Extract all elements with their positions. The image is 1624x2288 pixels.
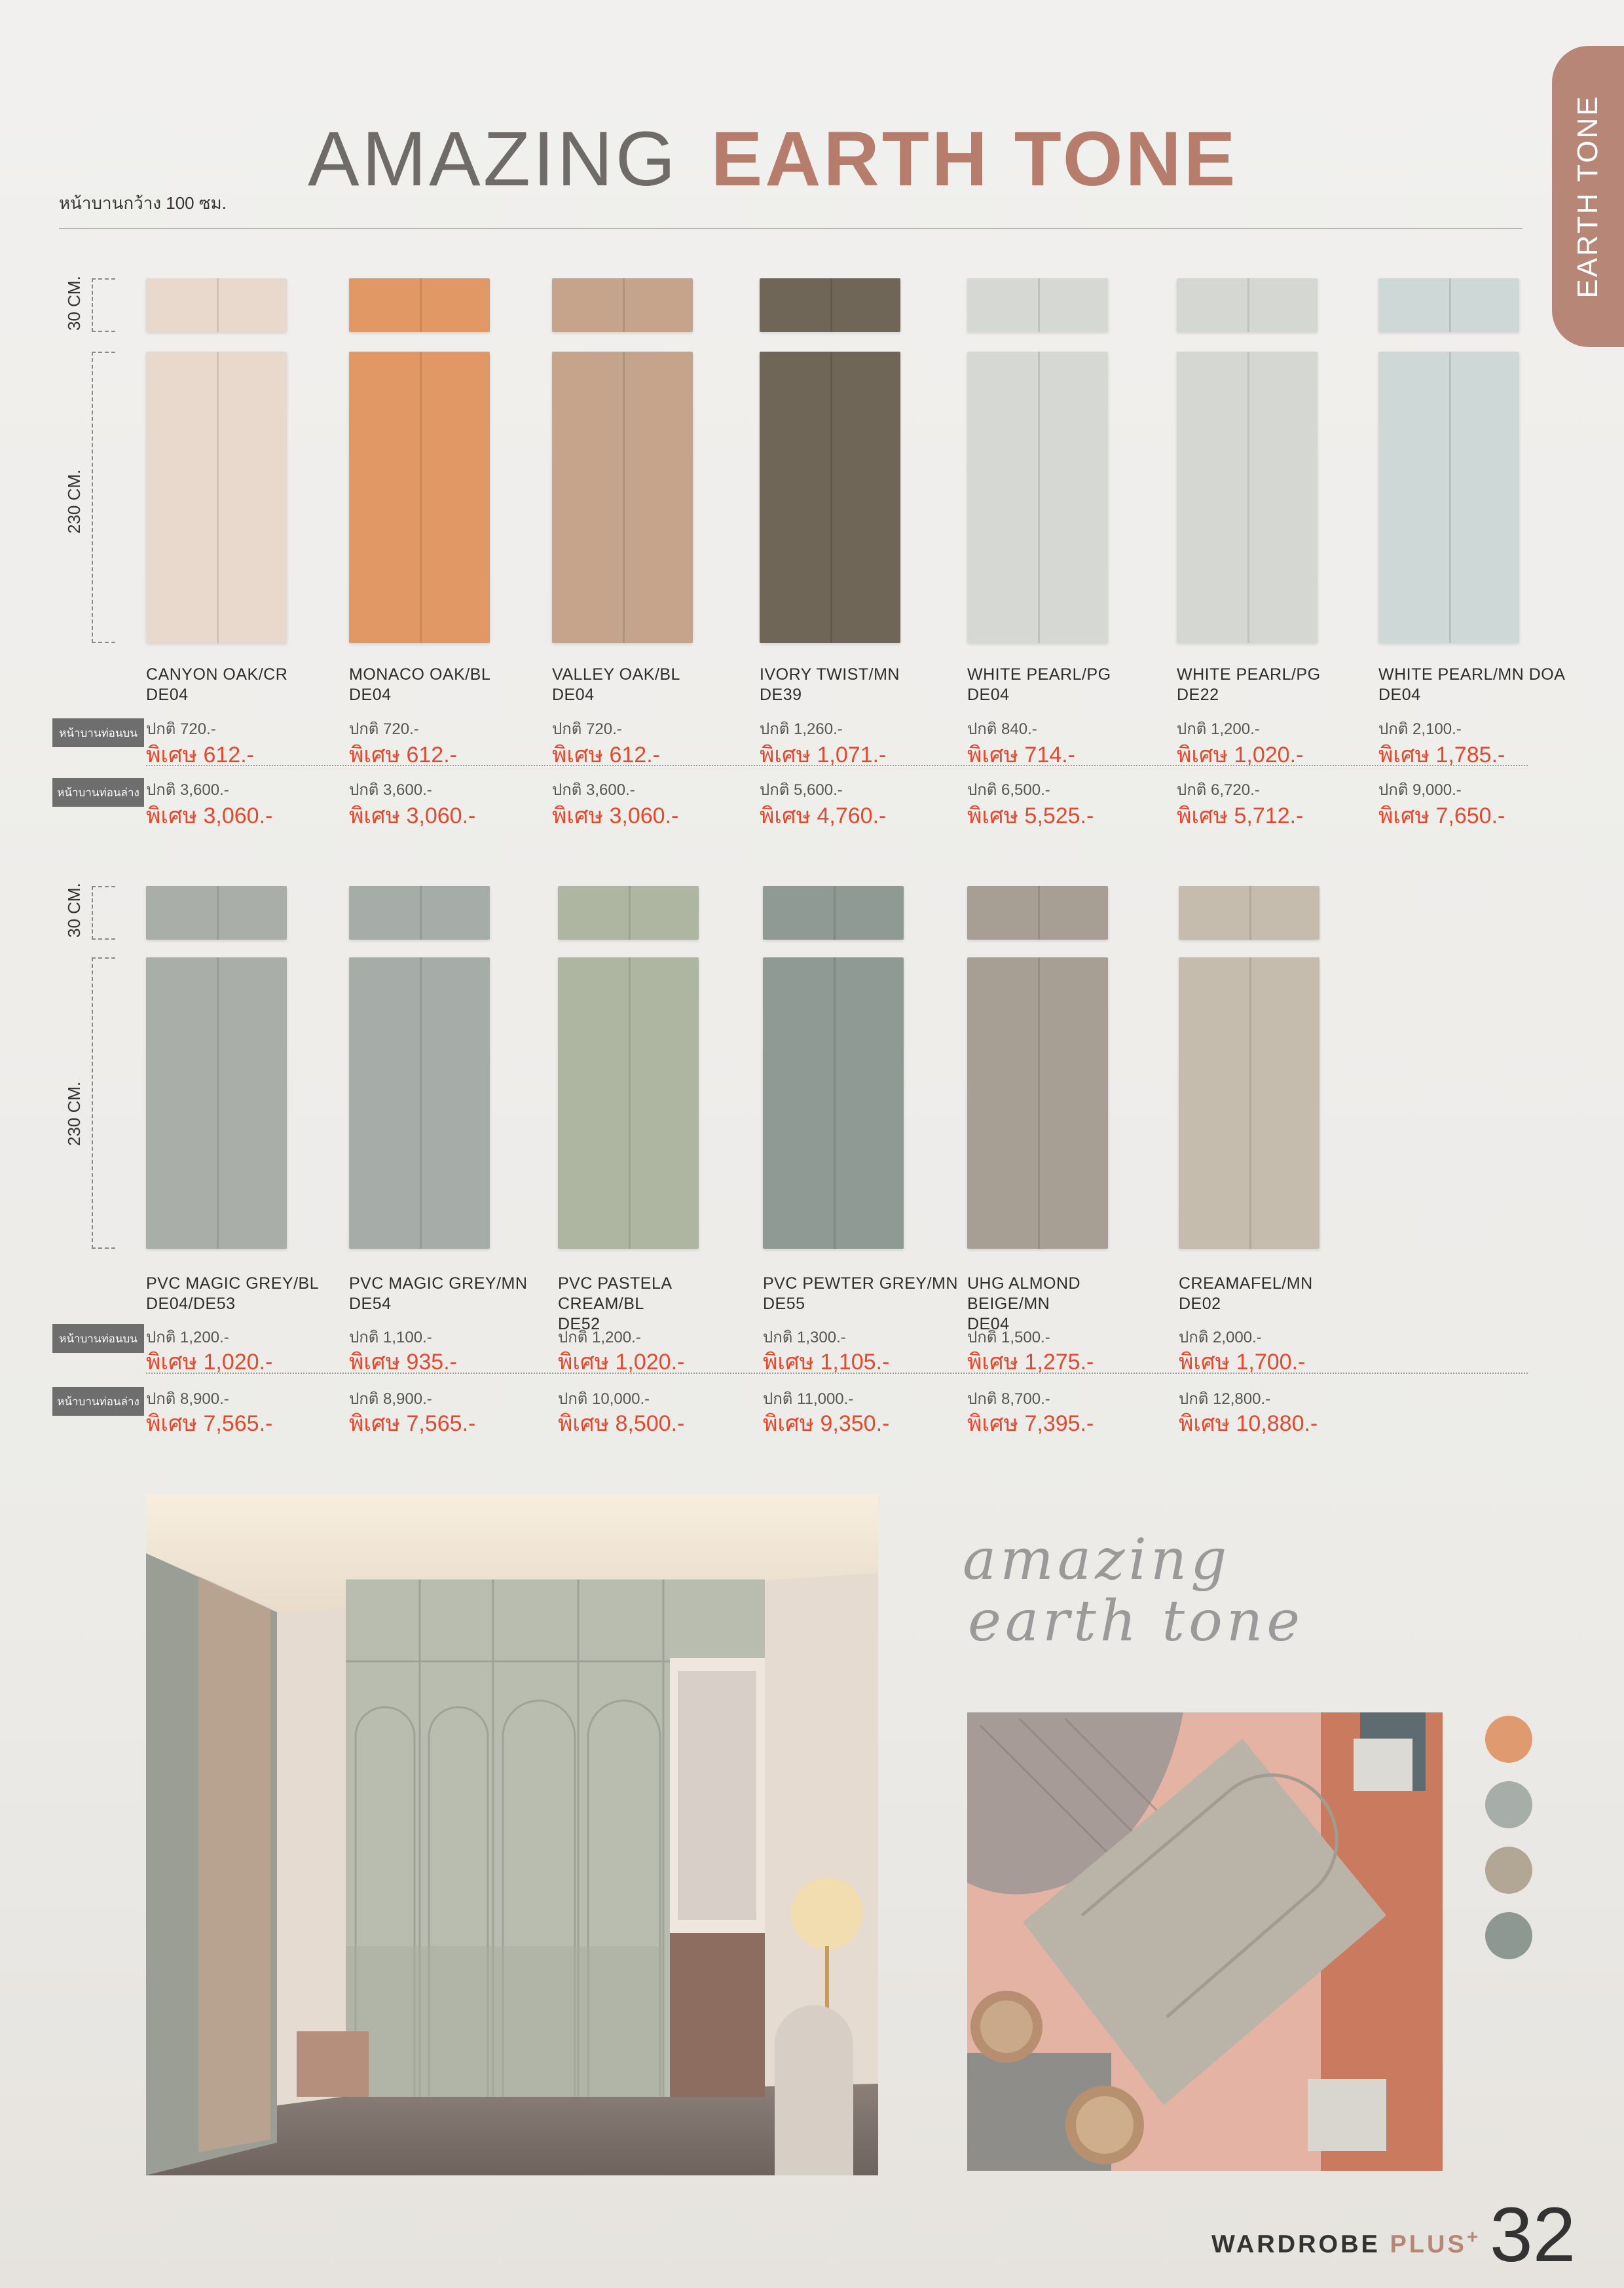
price-value: 714.- [1024,743,1075,767]
dimension-bracket-top [92,886,115,940]
price-value: 612.- [203,743,254,767]
price-lower-special [349,798,475,833]
price-prefix: ปกติ [763,1329,793,1346]
product-name [1179,1274,1375,1314]
price-value: 935.- [406,1350,457,1375]
dimension-label-main: 230 CM. [64,469,84,534]
price-prefix: ปกติ [349,1329,379,1346]
price-value: 1,300.- [797,1329,846,1346]
price-upper-special [1177,737,1303,772]
product-code: DE54 [349,1295,392,1313]
price-lower-special [1179,1405,1318,1441]
product-code: DE04 [967,1315,1010,1333]
product-name [967,665,1164,705]
price-prefix: ปกติ [1177,720,1207,738]
price-prefix: พิเศษ [967,1350,1019,1375]
row-label-upper: หน้าบานท่อนบน [52,718,144,747]
product-code: DE04 [967,686,1010,704]
product-name-line: WHITE PEARL/PG [1177,665,1321,684]
swatch-main-panel [967,352,1108,643]
price-prefix: ปกติ [1179,1390,1209,1408]
price-prefix: พิเศษ [146,1350,198,1375]
product-name-line: VALLEY OAK/BL [552,665,680,684]
swatch-top-panel [760,278,900,332]
price-value: 5,525.- [1024,803,1094,828]
price-prefix: พิเศษ [1177,803,1228,828]
product-name [1378,665,1575,705]
price-value: 1,105.- [820,1350,890,1375]
price-value: 1,260.- [794,720,843,738]
dimension-bracket-top [92,278,115,332]
product-code: DE04 [146,686,189,704]
price-value: 840.- [1001,720,1037,738]
price-value: 1,020.- [615,1350,685,1375]
price-prefix: พิเศษ [146,1411,198,1436]
price-prefix: พิเศษ [760,803,811,828]
price-value: 10,880.- [1236,1411,1318,1436]
swatch-main-panel [349,352,490,643]
swatch-top-panel [558,886,699,940]
product-code: DE55 [763,1295,805,1313]
price-value: 1,785.- [1435,743,1505,767]
price-prefix: พิเศษ [146,743,198,767]
swatch-main-panel [763,957,904,1249]
product-code: DE22 [1177,686,1219,704]
price-value: 3,600.- [383,781,432,799]
product-name [349,1274,545,1314]
price-value: 3,600.- [180,781,229,799]
price-upper-special [146,737,254,772]
price-prefix: ปกติ [1177,781,1207,799]
room-illustration [146,1494,878,2175]
price-value: 8,900.- [383,1390,432,1408]
dimension-label-top: 30 CM. [64,883,84,938]
price-prefix: พิเศษ [763,1350,815,1375]
swatch-main-panel [349,957,490,1249]
swatch-top-panel [1378,278,1519,332]
price-value: 7,395.- [1024,1411,1094,1436]
price-upper-special [552,737,660,772]
swatch-main-panel [967,957,1108,1249]
price-prefix: ปกติ [558,1329,588,1346]
swatch-top-panel [1177,278,1318,332]
product-name [146,1274,342,1314]
swatch-main-panel [1378,352,1519,643]
brand-main: WARDROBE [1211,2230,1380,2259]
price-prefix: พิเศษ [1179,1350,1230,1375]
price-lower-special [146,1405,272,1441]
product-name-line: WHITE PEARL/PG [967,665,1111,684]
price-value: 3,060.- [203,803,273,828]
price-value: 720.- [383,720,419,738]
price-value: 1,200.- [1211,720,1260,738]
material-flatlay-illustration [967,1712,1443,2171]
price-value: 12,800.- [1213,1390,1271,1408]
price-lower-special [967,1405,1094,1441]
price-value: 3,060.- [609,803,679,828]
price-prefix: พิเศษ [1179,1411,1230,1436]
price-prefix: ปกติ [967,781,997,799]
price-value: 1,275.- [1024,1350,1094,1375]
product-code: DE04/DE53 [146,1295,236,1313]
price-value: 1,100.- [383,1329,432,1346]
price-prefix: พิเศษ [349,1411,401,1436]
price-value: 612.- [609,743,660,767]
swatch-main-panel [558,957,699,1249]
swatch-top-panel [146,278,287,332]
price-lower-special [1378,798,1505,833]
page-number: 32 [1490,2192,1576,2278]
price-prefix: พิเศษ [349,803,401,828]
product-code: DE39 [760,686,802,704]
swatch-main-panel [1179,957,1320,1249]
price-value: 5,712.- [1234,803,1304,828]
price-prefix: ปกติ [967,1329,997,1346]
price-value: 8,500.- [615,1411,685,1436]
row-label-upper: หน้าบานท่อนบน [52,1324,144,1353]
swatch-main-panel [146,352,287,643]
brand-logo [1211,2226,1481,2259]
price-value: 7,565.- [406,1411,476,1436]
row-divider [146,765,1528,766]
side-tab [1552,46,1624,347]
price-prefix: ปกติ [763,1390,793,1408]
price-prefix: ปกติ [146,1329,176,1346]
price-value: 2,000.- [1213,1329,1262,1346]
price-value: 9,000.- [1412,781,1462,799]
palette-dot [1485,1912,1532,1959]
dimension-label-top: 30 CM. [64,276,84,331]
product-name [763,1274,959,1314]
swatch-main-panel [760,352,900,643]
flatlay-photo [967,1712,1443,2171]
price-prefix: ปกติ [349,720,379,738]
price-lower-special [146,798,272,833]
price-lower-special [349,1405,475,1441]
price-prefix: ปกติ [349,781,379,799]
script-line-1: amazing [963,1527,1231,1593]
swatch-main-panel [1177,352,1318,643]
price-lower-special [558,1405,684,1441]
room-photo [146,1494,878,2175]
price-prefix: พิเศษ [1378,803,1430,828]
price-value: 5,600.- [794,781,843,799]
swatch-top-panel [1179,886,1320,940]
price-prefix: ปกติ [760,720,790,738]
dimension-bracket-main [92,352,115,643]
header-divider [59,228,1522,229]
price-prefix: พิเศษ [552,803,604,828]
product-name [552,665,748,705]
price-prefix: ปกติ [558,1390,588,1408]
price-prefix: ปกติ [146,781,176,799]
row-label-lower: หน้าบานท่อนล่าง [52,778,144,807]
swatch-top-panel [349,278,490,332]
script-line-2: earth tone [968,1589,1304,1654]
price-value: 8,900.- [180,1390,229,1408]
price-value: 7,650.- [1435,803,1505,828]
product-code: DE04 [552,686,595,704]
price-lower-special [967,798,1094,833]
row-label-lower: หน้าบานท่อนล่าง [52,1387,144,1416]
product-name-line: CANYON OAK/CR [146,665,288,684]
price-lower-special [763,1405,889,1441]
title-light: AMAZING [308,116,678,202]
price-prefix: ปกติ [1378,720,1409,738]
price-upper-special [1378,737,1505,772]
price-value: 1,700.- [1236,1350,1306,1375]
swatch-top-panel [967,886,1108,940]
swatch-top-panel [146,886,287,940]
plus-icon: + [1466,2226,1481,2248]
price-upper-special [760,737,886,772]
price-prefix: พิเศษ [558,1350,610,1375]
price-prefix: พิเศษ [967,1411,1019,1436]
product-name-line: PVC MAGIC GREY/MN [349,1274,528,1293]
palette-dot [1485,1781,1532,1828]
product-name [760,665,956,705]
price-value: 1,020.- [203,1350,273,1375]
price-value: 1,020.- [1234,743,1304,767]
price-value: 612.- [406,743,457,767]
price-value: 1,071.- [817,743,887,767]
swatch-top-panel [552,278,693,332]
subtitle: หน้าบานกว้าง 100 ซม. [59,193,227,213]
price-prefix: ปกติ [967,720,997,738]
price-value: 3,060.- [406,803,476,828]
side-tab-label: EARTH TONE [1572,94,1604,299]
brand-plus: PLUS [1390,2230,1467,2259]
product-code: DE52 [558,1315,600,1333]
price-upper-special [967,737,1075,772]
price-prefix: ปกติ [146,720,176,738]
script-heading [963,1529,1304,1652]
product-name-line: IVORY TWIST/MN [760,665,900,684]
product-name-line: UHG ALMOND BEIGE/MN [967,1274,1081,1313]
price-prefix: ปกติ [760,781,790,799]
row-divider [146,1373,1528,1374]
palette-dot [1485,1847,1532,1894]
product-name [349,665,545,705]
price-prefix: พิเศษ [146,803,198,828]
price-prefix: ปกติ [146,1390,176,1408]
product-code: DE04 [1378,686,1421,704]
price-upper-special [349,737,457,772]
dimension-label-main: 230 CM. [64,1081,84,1146]
price-value: 6,720.- [1211,781,1260,799]
price-lower-special [1177,798,1303,833]
title-bold: EARTH TONE [710,116,1238,202]
price-prefix: พิเศษ [967,803,1019,828]
product-name-line: PVC PASTELA CREAM/BL [558,1274,672,1313]
product-name [1177,665,1373,705]
price-prefix: พิเศษ [763,1411,815,1436]
price-prefix: พิเศษ [349,743,401,767]
price-value: 3,600.- [586,781,635,799]
price-value: 8,700.- [1001,1390,1050,1408]
dimension-bracket-main [92,957,115,1249]
price-prefix: ปกติ [552,720,582,738]
price-lower-special [760,798,886,833]
price-value: 2,100.- [1412,720,1462,738]
price-prefix: พิเศษ [1378,743,1430,767]
price-prefix: พิเศษ [967,743,1019,767]
price-prefix: พิเศษ [349,1350,401,1375]
swatch-top-panel [763,886,904,940]
swatch-top-panel [967,278,1108,332]
price-value: 9,350.- [820,1411,890,1436]
product-name-line: PVC MAGIC GREY/BL [146,1274,320,1293]
price-prefix: ปกติ [967,1390,997,1408]
price-value: 720.- [586,720,622,738]
product-name [146,665,342,705]
product-code: DE04 [349,686,392,704]
price-value: 1,500.- [1001,1329,1050,1346]
page-title [308,115,1290,204]
price-value: 4,760.- [817,803,887,828]
price-prefix: พิเศษ [552,743,604,767]
product-code: DE02 [1179,1295,1221,1313]
palette-dot [1485,1716,1532,1763]
price-value: 6,500.- [1001,781,1050,799]
price-prefix: ปกติ [1179,1329,1209,1346]
price-prefix: พิเศษ [1177,743,1228,767]
price-prefix: พิเศษ [760,743,811,767]
price-value: 10,000.- [592,1390,650,1408]
swatch-main-panel [146,957,287,1249]
price-lower-special [552,798,678,833]
price-prefix: ปกติ [1378,781,1409,799]
swatch-main-panel [552,352,693,643]
product-name-line: PVC PEWTER GREY/MN [763,1274,958,1293]
price-prefix: ปกติ [552,781,582,799]
price-value: 11,000.- [797,1390,854,1408]
price-value: 1,200.- [592,1329,641,1346]
price-value: 1,200.- [180,1329,229,1346]
swatch-top-panel [349,886,490,940]
product-name-line: WHITE PEARL/MN DOA [1378,665,1566,684]
price-prefix: ปกติ [349,1390,379,1408]
product-name-line: MONACO OAK/BL [349,665,491,684]
price-value: 7,565.- [203,1411,273,1436]
price-prefix: พิเศษ [558,1411,610,1436]
price-value: 720.- [180,720,216,738]
product-name-line: CREAMAFEL/MN [1179,1274,1313,1293]
